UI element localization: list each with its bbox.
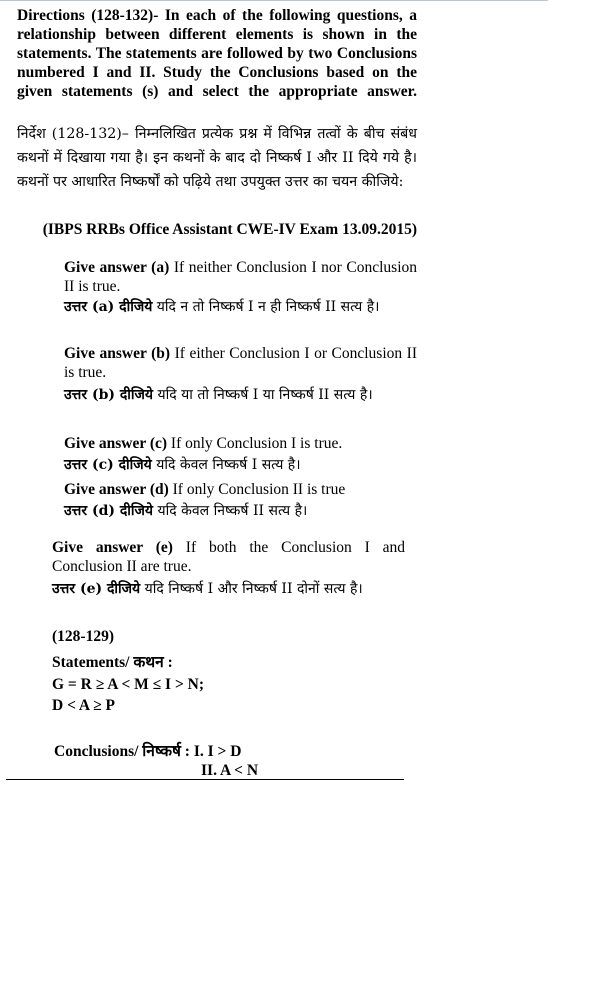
directions-english: Directions (128-132)- In each of the following questions, a relationship between different elements is shown in the statements. The statements are followed by two Conclusions numbered I and II. Study the Conclusions based on the given statements (s) and select the appropriate answer. — [17, 7, 417, 100]
answer-e-label: Give answer (e) — [52, 539, 173, 556]
answer-c-text: If only Conclusion I is true. — [167, 435, 343, 452]
conclusions-line — [54, 739, 241, 761]
answer-c-hindi-label: उत्तर (c) दीजिये — [64, 457, 152, 473]
answer-b-hindi-text: यदि या तो निष्कर्ष I या निष्कर्ष II सत्य है। — [153, 387, 373, 403]
answer-e-hindi — [52, 577, 405, 601]
statement-1: G = R ≥ A < M ≤ I > N; — [52, 676, 205, 693]
answer-e-text: If both the Conclusion I and Conclusion II are true. — [52, 539, 405, 575]
answer-b-text: If either Conclusion I or Conclusion II is true. — [64, 345, 418, 381]
answer-b-hindi-label: उत्तर (b) दीजिये — [64, 387, 154, 403]
answer-d-english — [64, 480, 417, 499]
conclusion-1: I. I > D — [193, 743, 242, 760]
answer-c-english — [64, 434, 417, 453]
answer-a-text: If neither Conclusion I nor Conclusion II is true. — [64, 259, 417, 295]
answer-b-english — [64, 344, 417, 382]
answer-a-label: Give answer (a) — [64, 259, 170, 276]
answer-d-hindi-label: उत्तर (d) दीजिये — [64, 503, 154, 519]
answer-e-hindi-text: यदि निष्कर्ष I और निष्कर्ष II दोनों सत्य है। — [140, 581, 363, 597]
conclusions-label: Conclusions/ निष्कर्ष : — [54, 743, 190, 760]
answer-e-hindi-label: उत्तर (e) दीजिये — [52, 581, 141, 597]
answer-a-hindi — [64, 295, 417, 319]
directions-hindi: निर्देश (128-132)– निम्नलिखित प्रत्येक प्रश्न में विभिन्न तत्वों के बीच संबंध कथनों में दिखाया गया है। इन कथनों के बाद दो निष्कर्ष I और II दिये गये है। कथनों पर आधारित निष्कर्षों को पढ़िये तथा उपयुक्त उत्तर का चयन कीजिये: — [17, 126, 417, 190]
answer-c-label: Give answer (c) — [64, 435, 168, 452]
answer-c-hindi-text: यदि केवल निष्कर्ष I सत्य है। — [151, 457, 301, 473]
bottom-rule — [6, 779, 404, 780]
answer-a-hindi-text: यदि न तो निष्कर्ष I न ही निष्कर्ष II सत्य है। — [152, 299, 380, 315]
top-rule — [0, 0, 548, 1]
answer-c-hindi — [64, 453, 417, 477]
answer-d-label: Give answer (d) — [64, 481, 169, 498]
answer-b-label: Give answer (b) — [64, 345, 171, 362]
conclusion-2: II. A < N — [201, 762, 259, 779]
exam-source: (IBPS RRBs Office Assistant CWE-IV Exam 13.09.2015) — [42, 221, 417, 238]
answer-a-english — [64, 258, 417, 296]
statement-2: D < A ≥ P — [52, 697, 115, 714]
answer-d-hindi-text: यदि केवल निष्कर्ष II सत्य है। — [153, 503, 308, 519]
answer-d-text: If only Conclusion II is true — [168, 481, 346, 498]
answer-a-hindi-label: उत्तर (a) दीजिये — [64, 299, 153, 315]
statements-label: Statements/ कथन : — [52, 654, 173, 671]
question-range: (128-129) — [52, 628, 114, 645]
answer-d-hindi — [64, 499, 417, 523]
answer-b-hindi — [64, 383, 417, 407]
answer-e-english — [52, 538, 405, 576]
